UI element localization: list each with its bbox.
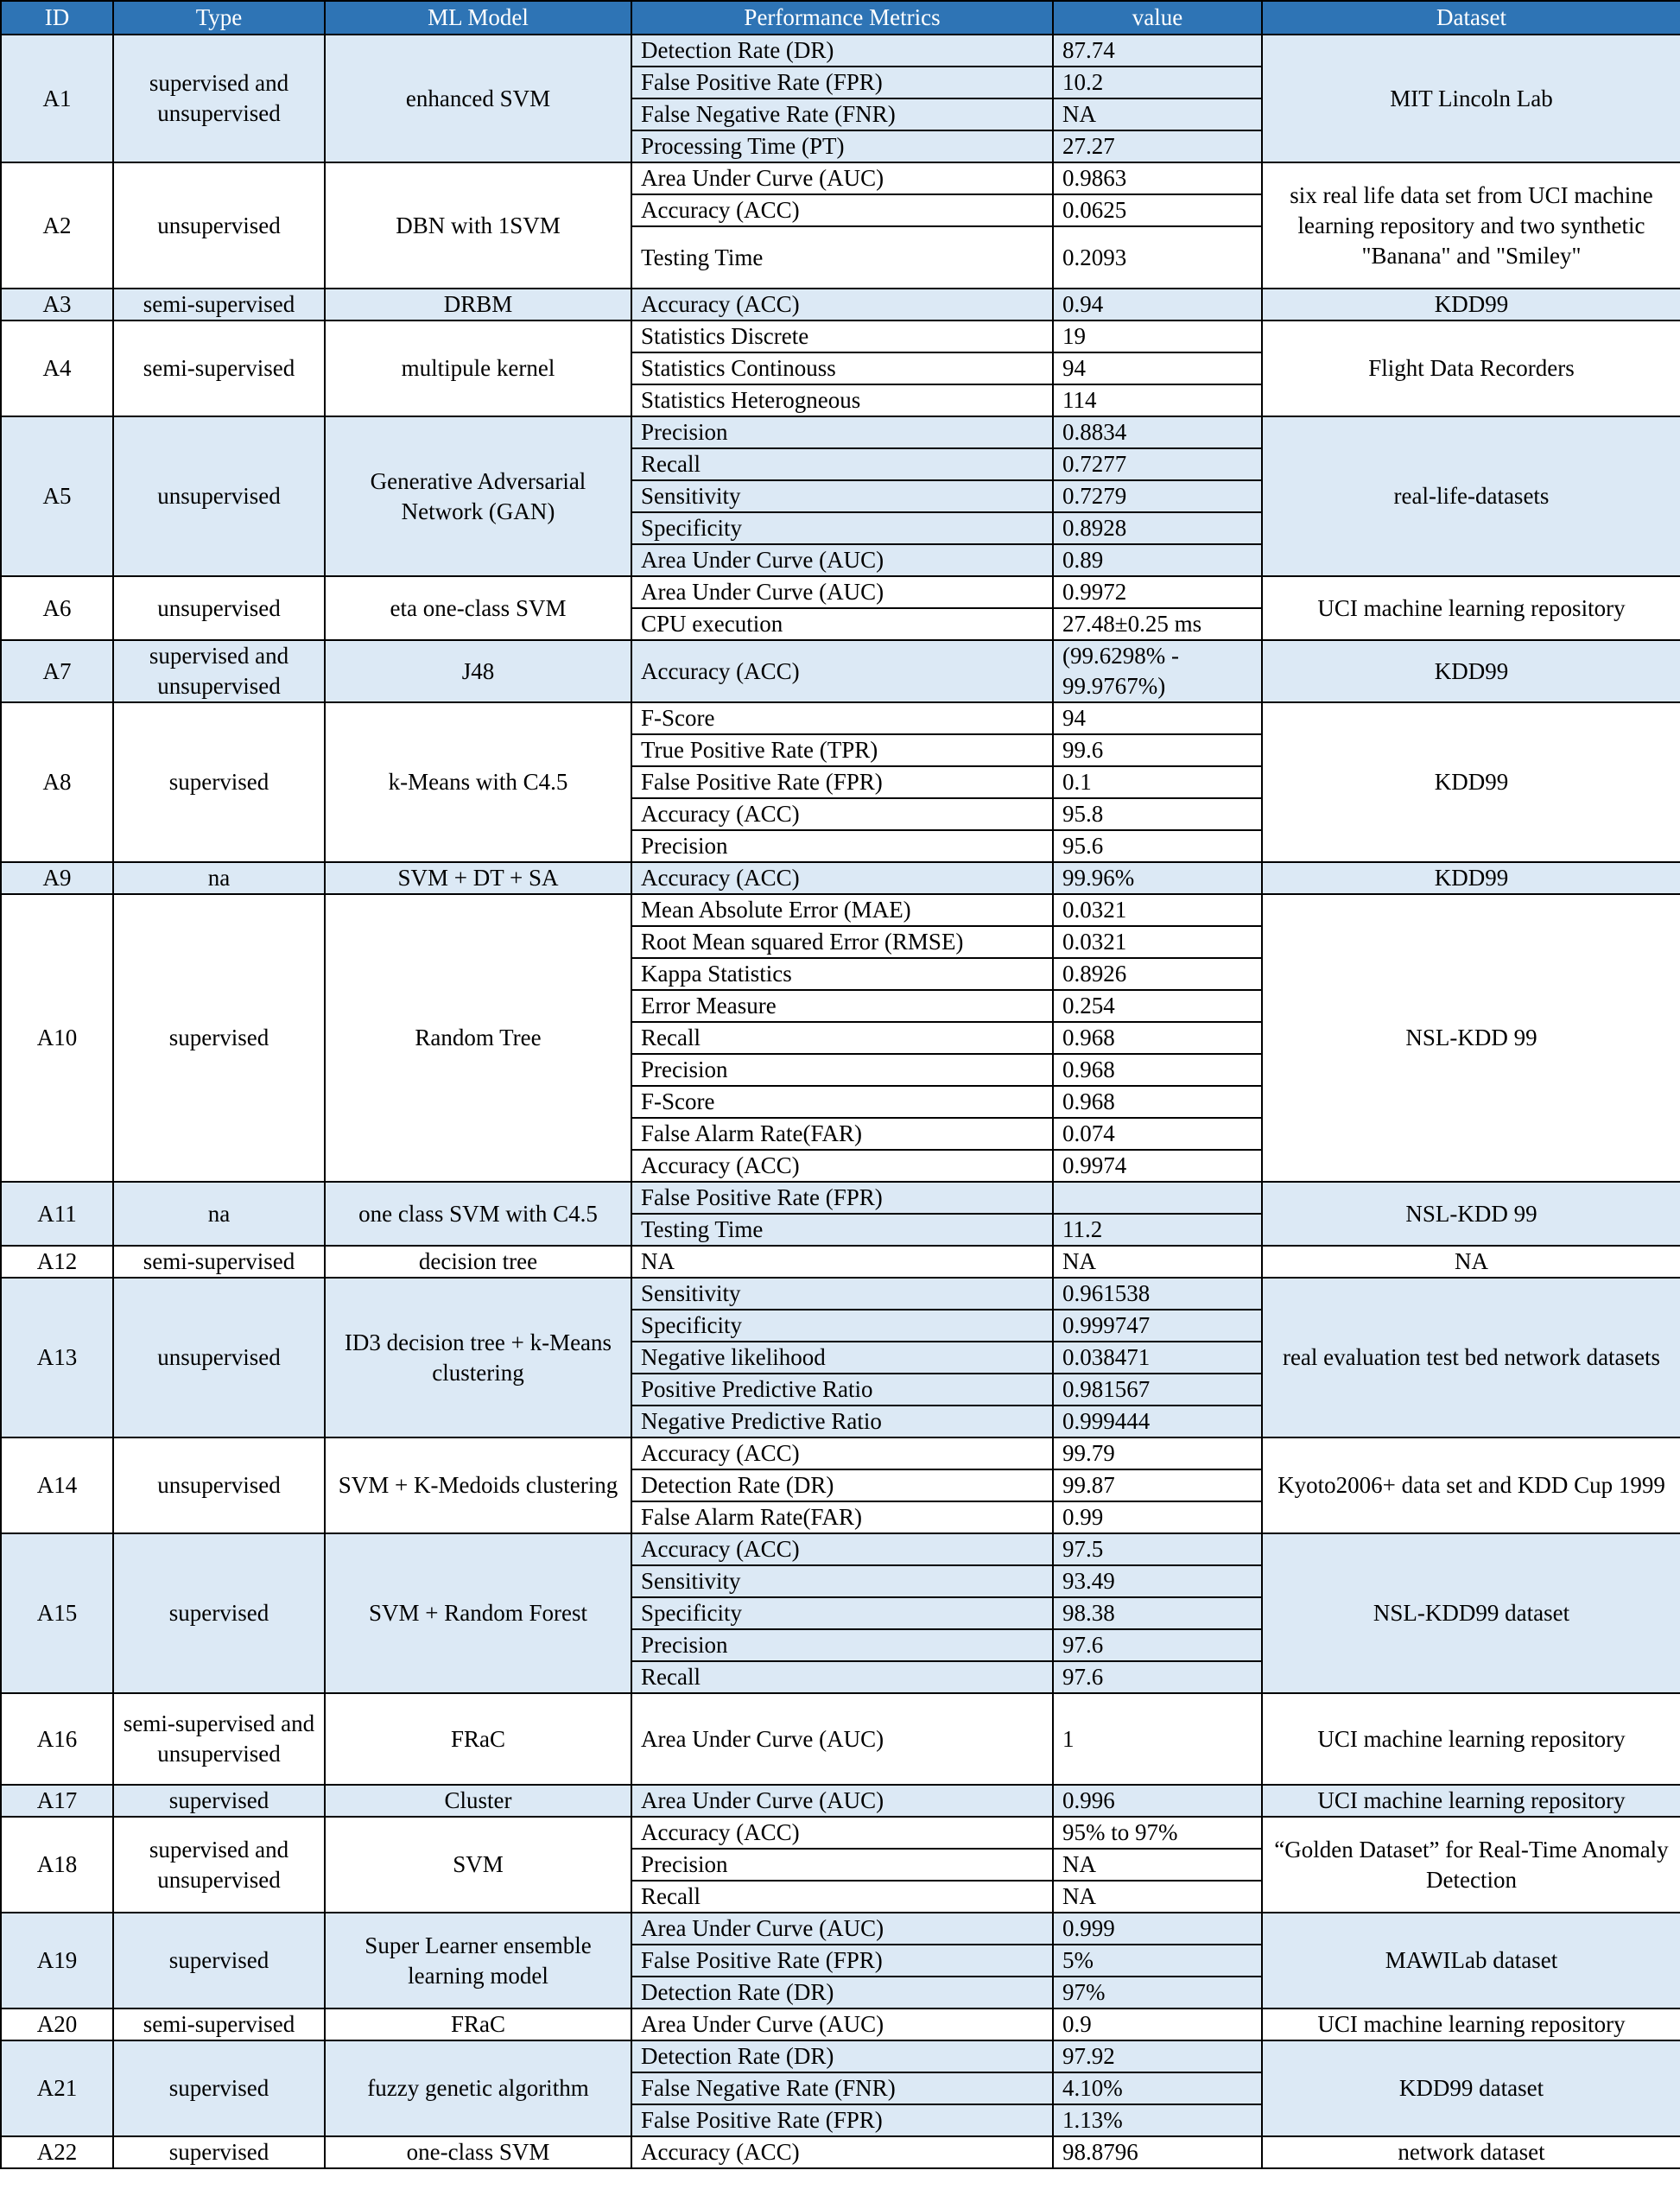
column-header-type: Type — [113, 1, 325, 35]
row-value-cell: 95.8 — [1053, 798, 1262, 830]
row-id-cell: A7 — [1, 640, 113, 702]
row-metric-cell: Sensitivity — [631, 1565, 1053, 1597]
table-row — [1, 416, 1680, 448]
row-type-cell: unsupervised — [113, 1437, 325, 1533]
row-model-cell: SVM + K-Medoids clustering — [325, 1437, 631, 1533]
row-type-cell: semi-supervised and unsupervised — [113, 1693, 325, 1785]
row-metric-cell: Accuracy (ACC) — [631, 1817, 1053, 1849]
table-row — [1, 1693, 1680, 1785]
row-value-cell: 10.2 — [1053, 67, 1262, 98]
row-value-cell: 0.961538 — [1053, 1278, 1262, 1310]
table-row — [1, 1182, 1680, 1214]
row-metric-cell: Precision — [631, 830, 1053, 862]
row-metric-cell: NA — [631, 1246, 1053, 1278]
row-metric-cell: Sensitivity — [631, 480, 1053, 512]
row-metric-cell: Accuracy (ACC) — [631, 640, 1053, 702]
row-value-cell: 0.7279 — [1053, 480, 1262, 512]
row-type-cell: semi-supervised — [113, 289, 325, 320]
row-dataset-cell: NSL-KDD99 dataset — [1262, 1533, 1680, 1693]
row-dataset-cell: real-life-datasets — [1262, 416, 1680, 576]
row-value-cell: 99.79 — [1053, 1437, 1262, 1469]
row-type-cell: supervised and unsupervised — [113, 640, 325, 702]
row-metric-cell: Recall — [631, 1022, 1053, 1054]
row-value-cell: 0.9863 — [1053, 162, 1262, 194]
row-metric-cell: Area Under Curve (AUC) — [631, 544, 1053, 576]
row-metric-cell: Accuracy (ACC) — [631, 1533, 1053, 1565]
row-id-cell: A11 — [1, 1182, 113, 1246]
row-value-cell: 0.254 — [1053, 990, 1262, 1022]
row-metric-cell: Accuracy (ACC) — [631, 862, 1053, 894]
row-metric-cell: Recall — [631, 1661, 1053, 1693]
row-value-cell: 0.1 — [1053, 766, 1262, 798]
row-dataset-cell: KDD99 — [1262, 702, 1680, 862]
row-metric-cell: Sensitivity — [631, 1278, 1053, 1310]
row-model-cell: fuzzy genetic algorithm — [325, 2040, 631, 2136]
row-type-cell: supervised — [113, 1533, 325, 1693]
row-value-cell: 0.9974 — [1053, 1150, 1262, 1182]
row-value-cell: 99.87 — [1053, 1469, 1262, 1501]
row-metric-cell: False Negative Rate (FNR) — [631, 98, 1053, 130]
row-metric-cell: F-Score — [631, 1086, 1053, 1118]
row-value-cell: 0.968 — [1053, 1054, 1262, 1086]
row-metric-cell: False Positive Rate (FPR) — [631, 2104, 1053, 2136]
row-id-cell: A20 — [1, 2008, 113, 2040]
row-id-cell: A2 — [1, 162, 113, 289]
row-dataset-cell: Flight Data Recorders — [1262, 320, 1680, 416]
row-id-cell: A8 — [1, 702, 113, 862]
row-value-cell: 27.27 — [1053, 130, 1262, 162]
row-dataset-cell: KDD99 — [1262, 289, 1680, 320]
row-metric-cell: False Positive Rate (FPR) — [631, 67, 1053, 98]
row-metric-cell: Detection Rate (DR) — [631, 1469, 1053, 1501]
row-type-cell: unsupervised — [113, 162, 325, 289]
table-row — [1, 162, 1680, 194]
row-value-cell: 5% — [1053, 1945, 1262, 1977]
row-metric-cell: False Positive Rate (FPR) — [631, 1182, 1053, 1214]
header-row — [1, 1, 1680, 35]
row-metric-cell: Precision — [631, 1849, 1053, 1881]
row-value-cell: 0.999 — [1053, 1913, 1262, 1945]
row-value-cell: NA — [1053, 1881, 1262, 1913]
row-model-cell: FRaC — [325, 2008, 631, 2040]
row-id-cell: A21 — [1, 2040, 113, 2136]
row-value-cell: 19 — [1053, 320, 1262, 352]
row-value-cell: 87.74 — [1053, 35, 1262, 67]
row-value-cell: 0.8834 — [1053, 416, 1262, 448]
row-value-cell: 98.38 — [1053, 1597, 1262, 1629]
row-model-cell: SVM + DT + SA — [325, 862, 631, 894]
row-value-cell: 0.7277 — [1053, 448, 1262, 480]
table-row — [1, 1437, 1680, 1469]
row-type-cell: unsupervised — [113, 1278, 325, 1437]
row-type-cell: supervised — [113, 2040, 325, 2136]
row-metric-cell: Negative Predictive Ratio — [631, 1406, 1053, 1437]
row-model-cell: Random Tree — [325, 894, 631, 1182]
row-metric-cell: Negative likelihood — [631, 1342, 1053, 1374]
table-row — [1, 1913, 1680, 1945]
row-model-cell: Cluster — [325, 1785, 631, 1817]
row-value-cell: 0.2093 — [1053, 226, 1262, 289]
row-model-cell: ID3 decision tree + k-Means clustering — [325, 1278, 631, 1437]
row-value-cell: 0.8928 — [1053, 512, 1262, 544]
row-value-cell: 0.8926 — [1053, 958, 1262, 990]
table-row — [1, 35, 1680, 67]
row-metric-cell: Mean Absolute Error (MAE) — [631, 894, 1053, 926]
table-row — [1, 1278, 1680, 1310]
row-value-cell: 97.6 — [1053, 1629, 1262, 1661]
row-dataset-cell: Kyoto2006+ data set and KDD Cup 1999 — [1262, 1437, 1680, 1533]
row-metric-cell: Accuracy (ACC) — [631, 194, 1053, 226]
row-dataset-cell: NSL-KDD 99 — [1262, 894, 1680, 1182]
row-metric-cell: False Alarm Rate(FAR) — [631, 1118, 1053, 1150]
row-model-cell: one-class SVM — [325, 2136, 631, 2168]
row-value-cell: 114 — [1053, 384, 1262, 416]
row-value-cell: 0.999444 — [1053, 1406, 1262, 1437]
row-value-cell: 0.0625 — [1053, 194, 1262, 226]
row-type-cell: unsupervised — [113, 416, 325, 576]
row-value-cell: 27.48±0.25 ms — [1053, 608, 1262, 640]
row-dataset-cell: UCI machine learning repository — [1262, 576, 1680, 640]
row-value-cell: 11.2 — [1053, 1214, 1262, 1246]
row-dataset-cell: real evaluation test bed network datasets — [1262, 1278, 1680, 1437]
row-metric-cell: False Positive Rate (FPR) — [631, 1945, 1053, 1977]
row-value-cell: 4.10% — [1053, 2072, 1262, 2104]
row-dataset-cell: UCI machine learning repository — [1262, 2008, 1680, 2040]
table-row — [1, 1785, 1680, 1817]
row-model-cell: SVM + Random Forest — [325, 1533, 631, 1693]
row-type-cell: semi-supervised — [113, 1246, 325, 1278]
row-value-cell: 0.0321 — [1053, 926, 1262, 958]
row-metric-cell: Area Under Curve (AUC) — [631, 576, 1053, 608]
row-metric-cell: Kappa Statistics — [631, 958, 1053, 990]
row-metric-cell: Precision — [631, 1054, 1053, 1086]
column-header-dataset: Dataset — [1262, 1, 1680, 35]
table-row — [1, 640, 1680, 702]
row-model-cell: k-Means with C4.5 — [325, 702, 631, 862]
row-metric-cell: Accuracy (ACC) — [631, 1150, 1053, 1182]
table-row — [1, 894, 1680, 926]
row-dataset-cell: KDD99 — [1262, 862, 1680, 894]
row-metric-cell: Accuracy (ACC) — [631, 289, 1053, 320]
row-metric-cell: Precision — [631, 1629, 1053, 1661]
row-metric-cell: Testing Time — [631, 1214, 1053, 1246]
row-value-cell: 0.999747 — [1053, 1310, 1262, 1342]
row-type-cell: supervised and unsupervised — [113, 1817, 325, 1913]
column-header-metric: Performance Metrics — [631, 1, 1053, 35]
row-model-cell: DRBM — [325, 289, 631, 320]
row-metric-cell: Positive Predictive Ratio — [631, 1374, 1053, 1406]
row-dataset-cell: NSL-KDD 99 — [1262, 1182, 1680, 1246]
row-metric-cell: Area Under Curve (AUC) — [631, 2008, 1053, 2040]
row-type-cell: supervised — [113, 2136, 325, 2168]
row-value-cell: 97.6 — [1053, 1661, 1262, 1693]
row-value-cell: NA — [1053, 98, 1262, 130]
row-value-cell: NA — [1053, 1849, 1262, 1881]
row-metric-cell: Detection Rate (DR) — [631, 2040, 1053, 2072]
row-id-cell: A4 — [1, 320, 113, 416]
row-model-cell: one class SVM with C4.5 — [325, 1182, 631, 1246]
row-dataset-cell: six real life data set from UCI machine learning repository and two synthetic "Banana" and "Smiley" — [1262, 162, 1680, 289]
row-id-cell: A15 — [1, 1533, 113, 1693]
row-value-cell: 99.96% — [1053, 862, 1262, 894]
row-dataset-cell: UCI machine learning repository — [1262, 1785, 1680, 1817]
row-metric-cell: Specificity — [631, 512, 1053, 544]
row-value-cell: 0.9972 — [1053, 576, 1262, 608]
row-value-cell: 0.074 — [1053, 1118, 1262, 1150]
row-dataset-cell: “Golden Dataset” for Real-Time Anomaly Detection — [1262, 1817, 1680, 1913]
row-metric-cell: Processing Time (PT) — [631, 130, 1053, 162]
row-value-cell: 95.6 — [1053, 830, 1262, 862]
row-value-cell: 99.6 — [1053, 734, 1262, 766]
row-metric-cell: Recall — [631, 1881, 1053, 1913]
row-metric-cell: CPU execution — [631, 608, 1053, 640]
row-type-cell: supervised — [113, 894, 325, 1182]
column-header-value: value — [1053, 1, 1262, 35]
row-metric-cell: False Positive Rate (FPR) — [631, 766, 1053, 798]
row-type-cell: semi-supervised — [113, 320, 325, 416]
row-value-cell: 1.13% — [1053, 2104, 1262, 2136]
row-metric-cell: Accuracy (ACC) — [631, 1437, 1053, 1469]
row-value-cell: 0.981567 — [1053, 1374, 1262, 1406]
row-metric-cell: Accuracy (ACC) — [631, 798, 1053, 830]
row-id-cell: A22 — [1, 2136, 113, 2168]
table-row — [1, 576, 1680, 608]
row-type-cell: na — [113, 1182, 325, 1246]
row-metric-cell: True Positive Rate (TPR) — [631, 734, 1053, 766]
row-metric-cell: Root Mean squared Error (RMSE) — [631, 926, 1053, 958]
row-value-cell — [1053, 1182, 1262, 1214]
row-metric-cell: Area Under Curve (AUC) — [631, 1913, 1053, 1945]
row-metric-cell: Detection Rate (DR) — [631, 35, 1053, 67]
row-value-cell: 94 — [1053, 702, 1262, 734]
row-id-cell: A3 — [1, 289, 113, 320]
row-model-cell: FRaC — [325, 1693, 631, 1785]
table-row — [1, 289, 1680, 320]
row-model-cell: eta one-class SVM — [325, 576, 631, 640]
row-id-cell: A12 — [1, 1246, 113, 1278]
row-value-cell: 98.8796 — [1053, 2136, 1262, 2168]
row-type-cell: supervised — [113, 1785, 325, 1817]
row-metric-cell: Statistics Continouss — [631, 352, 1053, 384]
table-row — [1, 2008, 1680, 2040]
row-value-cell: 0.996 — [1053, 1785, 1262, 1817]
row-value-cell: 93.49 — [1053, 1565, 1262, 1597]
row-id-cell: A5 — [1, 416, 113, 576]
row-value-cell: 0.9 — [1053, 2008, 1262, 2040]
row-id-cell: A13 — [1, 1278, 113, 1437]
row-value-cell: 0.0321 — [1053, 894, 1262, 926]
table-body — [1, 35, 1680, 2168]
row-id-cell: A18 — [1, 1817, 113, 1913]
row-model-cell: Super Learner ensemble learning model — [325, 1913, 631, 2008]
table-row — [1, 2136, 1680, 2168]
row-metric-cell: Error Measure — [631, 990, 1053, 1022]
row-value-cell: 97% — [1053, 1977, 1262, 2008]
row-metric-cell: Specificity — [631, 1310, 1053, 1342]
row-value-cell: 95% to 97% — [1053, 1817, 1262, 1849]
row-dataset-cell: KDD99 — [1262, 640, 1680, 702]
row-model-cell: DBN with 1SVM — [325, 162, 631, 289]
row-value-cell: NA — [1053, 1246, 1262, 1278]
row-metric-cell: False Negative Rate (FNR) — [631, 2072, 1053, 2104]
row-type-cell: na — [113, 862, 325, 894]
table-row — [1, 320, 1680, 352]
table-row — [1, 2040, 1680, 2072]
row-value-cell: 94 — [1053, 352, 1262, 384]
row-id-cell: A6 — [1, 576, 113, 640]
table-row — [1, 862, 1680, 894]
row-id-cell: A10 — [1, 894, 113, 1182]
row-type-cell: supervised — [113, 702, 325, 862]
column-header-model: ML Model — [325, 1, 631, 35]
row-metric-cell: False Alarm Rate(FAR) — [631, 1501, 1053, 1533]
row-metric-cell: Area Under Curve (AUC) — [631, 162, 1053, 194]
row-value-cell: 0.038471 — [1053, 1342, 1262, 1374]
row-dataset-cell: KDD99 dataset — [1262, 2040, 1680, 2136]
row-value-cell: 0.89 — [1053, 544, 1262, 576]
row-value-cell: 0.968 — [1053, 1086, 1262, 1118]
row-id-cell: A9 — [1, 862, 113, 894]
row-id-cell: A19 — [1, 1913, 113, 2008]
table-row — [1, 1533, 1680, 1565]
row-dataset-cell: MAWILab dataset — [1262, 1913, 1680, 2008]
row-value-cell: 97.92 — [1053, 2040, 1262, 2072]
table-row — [1, 702, 1680, 734]
row-dataset-cell: UCI machine learning repository — [1262, 1693, 1680, 1785]
row-metric-cell: Area Under Curve (AUC) — [631, 1785, 1053, 1817]
row-model-cell: SVM — [325, 1817, 631, 1913]
row-value-cell: (99.6298% - 99.9767%) — [1053, 640, 1262, 702]
row-metric-cell: F-Score — [631, 702, 1053, 734]
table-row — [1, 1246, 1680, 1278]
row-id-cell: A14 — [1, 1437, 113, 1533]
row-value-cell: 97.5 — [1053, 1533, 1262, 1565]
row-id-cell: A17 — [1, 1785, 113, 1817]
row-type-cell: semi-supervised — [113, 2008, 325, 2040]
row-value-cell: 0.99 — [1053, 1501, 1262, 1533]
row-type-cell: supervised and unsupervised — [113, 35, 325, 162]
row-model-cell: decision tree — [325, 1246, 631, 1278]
row-id-cell: A1 — [1, 35, 113, 162]
row-metric-cell: Specificity — [631, 1597, 1053, 1629]
row-metric-cell: Precision — [631, 416, 1053, 448]
table-row — [1, 1817, 1680, 1849]
row-dataset-cell: NA — [1262, 1246, 1680, 1278]
row-metric-cell: Detection Rate (DR) — [631, 1977, 1053, 2008]
row-model-cell: J48 — [325, 640, 631, 702]
row-metric-cell: Recall — [631, 448, 1053, 480]
row-dataset-cell: network dataset — [1262, 2136, 1680, 2168]
row-id-cell: A16 — [1, 1693, 113, 1785]
row-metric-cell: Testing Time — [631, 226, 1053, 289]
row-type-cell: unsupervised — [113, 576, 325, 640]
row-value-cell: 0.968 — [1053, 1022, 1262, 1054]
row-dataset-cell: MIT Lincoln Lab — [1262, 35, 1680, 162]
row-metric-cell: Area Under Curve (AUC) — [631, 1693, 1053, 1785]
row-metric-cell: Statistics Heterogneous — [631, 384, 1053, 416]
row-metric-cell: Accuracy (ACC) — [631, 2136, 1053, 2168]
column-header-id: ID — [1, 1, 113, 35]
row-value-cell: 0.94 — [1053, 289, 1262, 320]
row-metric-cell: Statistics Discrete — [631, 320, 1053, 352]
row-type-cell: supervised — [113, 1913, 325, 2008]
row-model-cell: enhanced SVM — [325, 35, 631, 162]
row-model-cell: Generative Adversarial Network (GAN) — [325, 416, 631, 576]
row-model-cell: multipule kernel — [325, 320, 631, 416]
row-value-cell: 1 — [1053, 1693, 1262, 1785]
